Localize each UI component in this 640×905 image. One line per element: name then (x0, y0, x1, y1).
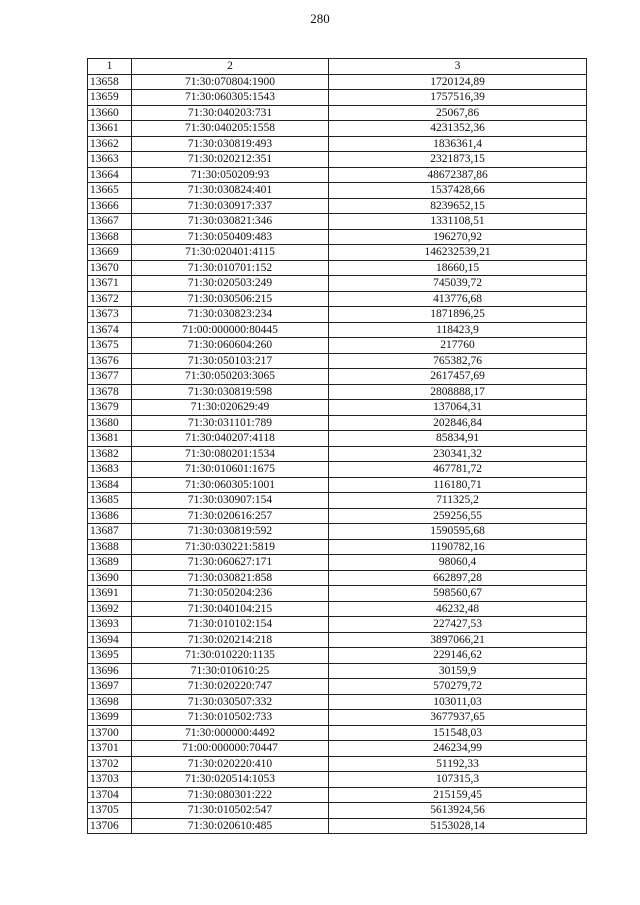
cadastral-number-cell: 71:30:040205:1558 (132, 121, 329, 137)
table-row (88, 477, 587, 493)
cadastral-number-cell: 71:30:010502:733 (132, 710, 329, 726)
row-index-cell: 13671 (88, 276, 132, 292)
row-index-cell: 13659 (88, 90, 132, 106)
row-index-cell: 13679 (88, 400, 132, 416)
cadastral-value-cell: 2321873,15 (329, 152, 587, 168)
table-row (88, 400, 587, 416)
table-row (88, 679, 587, 695)
table-row (88, 152, 587, 168)
cadastral-value-cell: 196270,92 (329, 229, 587, 245)
cadastral-number-cell: 71:30:050103:217 (132, 353, 329, 369)
cadastral-value-cell: 1331108,51 (329, 214, 587, 230)
cadastral-number-cell: 71:30:010502:547 (132, 803, 329, 819)
row-index-cell: 13702 (88, 756, 132, 772)
cadastral-value-cell: 116180,71 (329, 477, 587, 493)
cadastral-number-cell: 71:30:020401:4115 (132, 245, 329, 261)
table-row (88, 384, 587, 400)
table-row (88, 787, 587, 803)
row-index-cell: 13673 (88, 307, 132, 323)
cadastral-number-cell: 71:30:060604:260 (132, 338, 329, 354)
row-index-cell: 13688 (88, 539, 132, 555)
cadastral-value-cell: 4231352,36 (329, 121, 587, 137)
cadastral-value-cell: 711325,2 (329, 493, 587, 509)
table-row (88, 741, 587, 757)
row-index-cell: 13664 (88, 167, 132, 183)
row-index-cell: 13700 (88, 725, 132, 741)
cadastral-value-cell: 215159,45 (329, 787, 587, 803)
table-row (88, 756, 587, 772)
row-index-cell: 13693 (88, 617, 132, 633)
cadastral-value-cell: 202846,84 (329, 415, 587, 431)
cadastral-number-cell: 71:30:010102:154 (132, 617, 329, 633)
table-row (88, 90, 587, 106)
cadastral-number-cell: 71:00:000000:70447 (132, 741, 329, 757)
cadastral-value-cell: 227427,53 (329, 617, 587, 633)
cadastral-number-cell: 71:30:030506:215 (132, 291, 329, 307)
row-index-cell: 13695 (88, 648, 132, 664)
cadastral-value-cell: 598560,67 (329, 586, 587, 602)
cadastral-number-cell: 71:30:040104:215 (132, 601, 329, 617)
row-index-cell: 13692 (88, 601, 132, 617)
table-row (88, 431, 587, 447)
cadastral-number-cell: 71:30:020214:218 (132, 632, 329, 648)
table-row (88, 601, 587, 617)
cadastral-number-cell: 71:30:030907:154 (132, 493, 329, 509)
cadastral-value-cell: 118423,9 (329, 322, 587, 338)
row-index-cell: 13677 (88, 369, 132, 385)
row-index-cell: 13701 (88, 741, 132, 757)
row-index-cell: 13696 (88, 663, 132, 679)
cadastral-number-cell: 71:30:050203:3065 (132, 369, 329, 385)
cadastral-value-cell: 51192,33 (329, 756, 587, 772)
row-index-cell: 13705 (88, 803, 132, 819)
table-row (88, 803, 587, 819)
table-row (88, 663, 587, 679)
table-row (88, 632, 587, 648)
cadastral-value-cell: 18660,15 (329, 260, 587, 276)
row-index-cell: 13697 (88, 679, 132, 695)
cadastral-number-cell: 71:30:030917:337 (132, 198, 329, 214)
cadastral-number-cell: 71:00:000000:80445 (132, 322, 329, 338)
table-row (88, 570, 587, 586)
cadastral-value-cell: 146232539,21 (329, 245, 587, 261)
cadastral-number-cell: 71:30:000000:4492 (132, 725, 329, 741)
table-row (88, 198, 587, 214)
page-number: 280 (310, 11, 330, 26)
cadastral-number-cell: 71:30:060305:1001 (132, 477, 329, 493)
cadastral-value-cell: 1757516,39 (329, 90, 587, 106)
table-row (88, 617, 587, 633)
cadastral-number-cell: 71:30:020220:410 (132, 756, 329, 772)
cadastral-value-cell: 246234,99 (329, 741, 587, 757)
table-body (88, 74, 587, 834)
cadastral-value-cell: 2808888,17 (329, 384, 587, 400)
row-index-cell: 13686 (88, 508, 132, 524)
cadastral-number-cell: 71:30:030819:592 (132, 524, 329, 540)
table-row (88, 291, 587, 307)
row-index-cell: 13689 (88, 555, 132, 571)
row-index-cell: 13698 (88, 694, 132, 710)
row-index-cell: 13663 (88, 152, 132, 168)
table-row (88, 648, 587, 664)
cadastral-value-cell: 3897066,21 (329, 632, 587, 648)
table-row (88, 260, 587, 276)
cadastral-value-cell: 229146,62 (329, 648, 587, 664)
cadastral-number-cell: 71:30:020220:747 (132, 679, 329, 695)
row-index-cell: 13687 (88, 524, 132, 540)
cadastral-value-cell: 46232,48 (329, 601, 587, 617)
table-row (88, 555, 587, 571)
cadastral-number-cell: 71:30:020629:49 (132, 400, 329, 416)
table-row (88, 710, 587, 726)
cadastral-number-cell: 71:30:050409:483 (132, 229, 329, 245)
table-row (88, 586, 587, 602)
cadastral-value-cell: 259256,55 (329, 508, 587, 524)
cadastral-value-cell: 745039,72 (329, 276, 587, 292)
table-header-row (88, 59, 587, 75)
cadastral-number-cell: 71:30:040207:4118 (132, 431, 329, 447)
table-row (88, 183, 587, 199)
cadastral-number-cell: 71:30:020616:257 (132, 508, 329, 524)
cadastral-number-cell: 71:30:030821:346 (132, 214, 329, 230)
cadastral-value-cell: 1190782,16 (329, 539, 587, 555)
cadastral-value-cell: 467781,72 (329, 462, 587, 478)
cadastral-value-cell: 5153028,14 (329, 818, 587, 834)
cadastral-number-cell: 71:30:040203:731 (132, 105, 329, 121)
cadastral-value-cell: 2617457,69 (329, 369, 587, 385)
cadastral-number-cell: 71:30:030507:332 (132, 694, 329, 710)
cadastral-number-cell: 71:30:030823:234 (132, 307, 329, 323)
cadastral-number-cell: 71:30:010220:1135 (132, 648, 329, 664)
cadastral-value-cell: 25067,86 (329, 105, 587, 121)
cadastral-number-cell: 71:30:030821:858 (132, 570, 329, 586)
row-index-cell: 13669 (88, 245, 132, 261)
cadastral-value-cell: 107315,3 (329, 772, 587, 788)
table-row (88, 725, 587, 741)
row-index-cell: 13674 (88, 322, 132, 338)
table-row (88, 353, 587, 369)
row-index-cell: 13658 (88, 74, 132, 90)
cadastral-value-cell: 1720124,89 (329, 74, 587, 90)
table-row (88, 772, 587, 788)
table-row (88, 276, 587, 292)
cadastral-number-cell: 71:30:030221:5819 (132, 539, 329, 555)
cadastral-number-cell: 71:30:030819:493 (132, 136, 329, 152)
row-index-cell: 13672 (88, 291, 132, 307)
row-index-cell: 13680 (88, 415, 132, 431)
table-row (88, 121, 587, 137)
cadastral-value-cell: 30159,9 (329, 663, 587, 679)
cadastral-value-cell: 98060,4 (329, 555, 587, 571)
table-row (88, 229, 587, 245)
cadastral-value-cell: 48672387,86 (329, 167, 587, 183)
column-header-cadastral-value: 3 (329, 59, 587, 75)
cadastral-number-cell: 71:30:070804:1900 (132, 74, 329, 90)
cadastral-value-cell: 137064,31 (329, 400, 587, 416)
table-row (88, 167, 587, 183)
row-index-cell: 13681 (88, 431, 132, 447)
cadastral-value-cell: 1836361,4 (329, 136, 587, 152)
row-index-cell: 13703 (88, 772, 132, 788)
table-row (88, 508, 587, 524)
table-row (88, 415, 587, 431)
row-index-cell: 13670 (88, 260, 132, 276)
row-index-cell: 13662 (88, 136, 132, 152)
cadastral-number-cell: 71:30:010610:25 (132, 663, 329, 679)
table-row (88, 493, 587, 509)
table-row (88, 539, 587, 555)
cadastral-number-cell: 71:30:030819:598 (132, 384, 329, 400)
row-index-cell: 13666 (88, 198, 132, 214)
table-row (88, 462, 587, 478)
table-row (88, 369, 587, 385)
row-index-cell: 13668 (88, 229, 132, 245)
cadastral-value-cell: 5613924,56 (329, 803, 587, 819)
table-row (88, 524, 587, 540)
cadastral-number-cell: 71:30:020503:249 (132, 276, 329, 292)
table-row (88, 105, 587, 121)
row-index-cell: 13683 (88, 462, 132, 478)
table-row (88, 307, 587, 323)
table-row (88, 214, 587, 230)
row-index-cell: 13675 (88, 338, 132, 354)
cadastral-value-cell: 151548,03 (329, 725, 587, 741)
cadastral-value-cell: 570279,72 (329, 679, 587, 695)
cadastral-number-cell: 71:30:031101:789 (132, 415, 329, 431)
cadastral-value-cell: 662897,28 (329, 570, 587, 586)
table-row (88, 818, 587, 834)
cadastral-value-cell: 230341,32 (329, 446, 587, 462)
row-index-cell: 13661 (88, 121, 132, 137)
cadastral-value-cell: 217760 (329, 338, 587, 354)
cadastral-value-cell: 1590595,68 (329, 524, 587, 540)
cadastral-number-cell: 71:30:060305:1543 (132, 90, 329, 106)
cadastral-number-cell: 71:30:020610:485 (132, 818, 329, 834)
row-index-cell: 13699 (88, 710, 132, 726)
cadastral-number-cell: 71:30:030824:401 (132, 183, 329, 199)
table-row (88, 694, 587, 710)
cadastral-number-cell: 71:30:010601:1675 (132, 462, 329, 478)
row-index-cell: 13685 (88, 493, 132, 509)
cadastral-number-cell: 71:30:020212:351 (132, 152, 329, 168)
table-row (88, 245, 587, 261)
table-row (88, 446, 587, 462)
row-index-cell: 13706 (88, 818, 132, 834)
cadastral-value-cell: 85834,91 (329, 431, 587, 447)
row-index-cell: 13690 (88, 570, 132, 586)
row-index-cell: 13691 (88, 586, 132, 602)
cadastral-value-cell: 103011,03 (329, 694, 587, 710)
cadastral-number-cell: 71:30:080301:222 (132, 787, 329, 803)
table-row (88, 338, 587, 354)
cadastral-number-cell: 71:30:050209:93 (132, 167, 329, 183)
table-row (88, 136, 587, 152)
cadastral-value-cell: 413776,68 (329, 291, 587, 307)
cadastral-value-table (87, 58, 587, 834)
cadastral-value-cell: 3677937,65 (329, 710, 587, 726)
row-index-cell: 13660 (88, 105, 132, 121)
row-index-cell: 13676 (88, 353, 132, 369)
table-row (88, 74, 587, 90)
cadastral-number-cell: 71:30:060627:171 (132, 555, 329, 571)
cadastral-number-cell: 71:30:080201:1534 (132, 446, 329, 462)
cadastral-number-cell: 71:30:020514:1053 (132, 772, 329, 788)
cadastral-number-cell: 71:30:050204:236 (132, 586, 329, 602)
row-index-cell: 13684 (88, 477, 132, 493)
cadastral-value-cell: 1871896,25 (329, 307, 587, 323)
row-index-cell: 13682 (88, 446, 132, 462)
row-index-cell: 13704 (88, 787, 132, 803)
column-header-index: 1 (88, 59, 132, 75)
cadastral-value-cell: 1537428,66 (329, 183, 587, 199)
row-index-cell: 13665 (88, 183, 132, 199)
row-index-cell: 13667 (88, 214, 132, 230)
row-index-cell: 13694 (88, 632, 132, 648)
row-index-cell: 13678 (88, 384, 132, 400)
cadastral-number-cell: 71:30:010701:152 (132, 260, 329, 276)
table-row (88, 322, 587, 338)
column-header-cadastral-number: 2 (132, 59, 329, 75)
cadastral-value-cell: 765382,76 (329, 353, 587, 369)
cadastral-value-cell: 8239652,15 (329, 198, 587, 214)
